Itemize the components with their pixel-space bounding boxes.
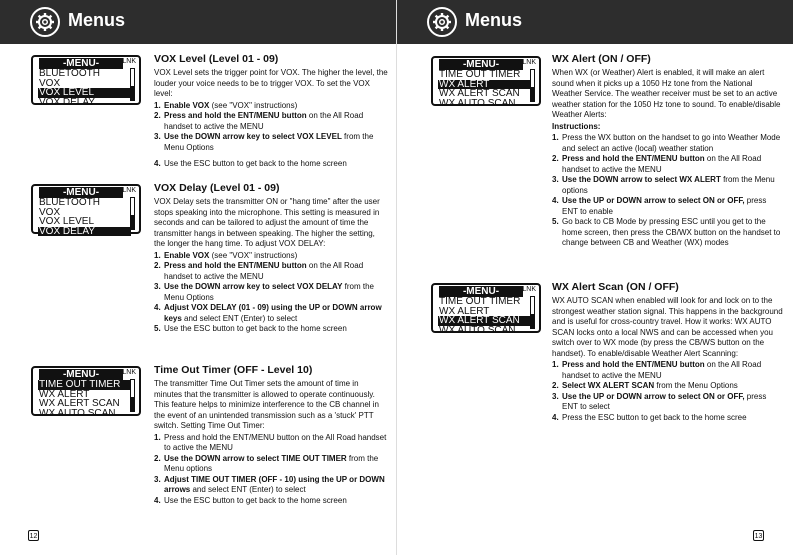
menu-item: WX AUTO SCAN — [439, 324, 516, 336]
section-body: VOX Level sets the trigger point for VOX. The higher the level, the louder your voice needs to be to trigger VOX. To set the VOX level: — [154, 68, 388, 98]
menu-display — [31, 55, 141, 108]
menu-display-title: -MENU- — [39, 58, 123, 69]
vox-level-section — [154, 53, 388, 170]
step: 2. Select WX ALERT SCAN from the Menu Options — [552, 381, 738, 390]
step: 1. Press and hold the ENT/MENU button on the All Road handset to active the MENU — [154, 432, 387, 452]
scroll-thumb — [531, 87, 534, 101]
lnk-label: LNK — [122, 58, 136, 65]
step: 3. Use the DOWN arrow to select WX ALERT from the Menu options — [552, 175, 775, 195]
wx-alert-scan-section — [552, 281, 784, 423]
lnk-label: LNK — [522, 59, 536, 66]
steps-list — [552, 360, 784, 423]
section-heading: WX Alert Scan (ON / OFF) — [552, 281, 679, 293]
menu-display — [431, 56, 541, 109]
instructions-label: Instructions: — [552, 121, 601, 131]
menu-item-selected: VOX LEVEL — [38, 88, 131, 98]
menu-item: WX AUTO SCAN — [39, 407, 116, 419]
section-body: VOX Delay sets the transmitter ON or "hang time" after the user stops speaking into the microphone. This setting is measured in seconds and can be tailored to adjust the amount of time the transmitter hangs in between speaking. The higher the setting, the longer the hang time. To adjust VOX DELAY: — [154, 197, 380, 248]
menu-item-selected: WX ALERT — [438, 80, 531, 90]
scrollbar — [130, 68, 135, 101]
section-heading: VOX Level (Level 01 - 09) — [154, 53, 279, 65]
right-header — [397, 0, 793, 44]
step: 3. Use the UP or DOWN arrow to select ON or OFF, press ENT to select — [552, 391, 767, 411]
menu-item: TIME OUT TIMER — [439, 69, 521, 80]
step: 2. Press and hold the ENT/MENU button on the All Road handset to active the MENU — [552, 154, 762, 174]
step: 4. Press the ESC button to get back to the home scree — [552, 412, 747, 422]
step: 5. Go back to CB Mode by pressing ESC until you get to the home screen, then press the CB/WX button on the handset to change between CB and Weather (WX) modes — [552, 217, 781, 247]
section-body: WX AUTO SCAN when enabled will look for and lock on to the strongest weather station signal. This happens in the background and is useful for cross-country travel. How it works: WX AUTO SCAN locks onto a local NWS and can be accessed when you switch over to WX mode (by press the CB/WS button on the handset). To enable/disable Weather Alert Scanning: — [552, 296, 783, 358]
left-header — [0, 0, 396, 44]
menu-item-selected: TIME OUT TIMER — [38, 380, 131, 390]
steps-list — [154, 101, 388, 170]
page-number: 13 — [753, 530, 764, 541]
step: 2. Use the DOWN arrow to select TIME OUT TIMER from the Menu options — [154, 453, 379, 473]
wx-alert-section — [552, 53, 784, 249]
menu-item-selected: VOX DELAY — [38, 227, 131, 237]
menu-item: WX ALERT — [39, 388, 90, 400]
scroll-thumb — [131, 86, 134, 100]
step: 4. Use the UP or DOWN arrow to select ON or OFF, press ENT to enable — [552, 196, 767, 216]
gear-icon — [30, 7, 60, 37]
step: 1. Press the WX button on the handset to go into Weather Mode and select an active (local) weather station — [552, 133, 781, 153]
page-title: Menus — [68, 10, 126, 30]
vox-delay-section — [154, 182, 388, 335]
time-out-timer-section — [154, 364, 388, 506]
step: 2. Press and hold the ENT/MENU button on the All Road handset to active the MENU — [154, 261, 364, 281]
menu-item: WX AUTO SCAN — [439, 97, 516, 109]
scrollbar — [130, 379, 135, 412]
steps-list — [154, 433, 388, 507]
scroll-thumb — [131, 397, 134, 411]
menu-display-title: -MENU- — [439, 59, 523, 70]
right-page — [397, 0, 793, 555]
page-number: 12 — [28, 530, 39, 541]
section-body: When WX (or Weather) Alert is enabled, it will make an alert sound when it picks up a 1050 Hz tone from the National Weather Service. The weather receiver must be set to an active weather station for the 1050 Hz tone to sound. To enable/disable Weather Alerts: — [552, 68, 781, 119]
scrollbar — [530, 296, 535, 329]
menu-display — [431, 283, 541, 336]
lnk-label: LNK — [122, 369, 136, 376]
menu-display-title: -MENU- — [39, 369, 123, 380]
steps-list — [552, 133, 784, 249]
section-heading: VOX Delay (Level 01 - 09) — [154, 182, 280, 194]
menu-item: WX ALERT SCAN — [439, 88, 520, 99]
left-page — [0, 0, 396, 555]
menu-item: WX ALERT — [439, 305, 490, 317]
section-heading: Time Out Timer (OFF - Level 10) — [154, 364, 313, 376]
step: 3. Use the DOWN arrow key to select VOX LEVEL from the Menu Options — [154, 132, 374, 152]
step: 1. Enable VOX (see "VOX" instructions) — [154, 250, 298, 260]
menu-item: VOX — [39, 206, 61, 218]
section-body: The transmitter Time Out Timer sets the amount of time in minutes that the transmitter is allowed to operate continuously. This feature helps to minimize interference to the CB channel in the event of an unintended transmission such as a 'stuck' PTT switch. Setting Time Out Timer: — [154, 379, 380, 430]
menu-display — [31, 366, 141, 419]
menu-display-title: -MENU- — [439, 286, 523, 297]
section-heading: WX Alert (ON / OFF) — [552, 53, 651, 65]
step: 3. Adjust TIME OUT TIMER (OFF - 10) using the UP or DOWN arrows and select ENT (Enter) to select — [154, 474, 385, 494]
menu-item: BLUETOOTH — [39, 197, 100, 208]
step: 4. Adjust VOX DELAY (01 - 09) using the UP or DOWN arrow keys and select ENT (Enter) to select — [154, 303, 382, 323]
scrollbar — [530, 69, 535, 102]
menu-item: WX ALERT SCAN — [39, 398, 120, 409]
scrollbar — [130, 197, 135, 230]
menu-item: VOX DELAY — [39, 96, 95, 108]
menu-item: TIME OUT TIMER — [439, 296, 521, 307]
menu-item: VOX LEVEL — [39, 216, 95, 227]
page-title: Menus — [465, 10, 523, 30]
menu-item-selected: WX ALERT SCAN — [438, 316, 531, 326]
menu-item: VOX — [39, 77, 61, 89]
menu-display — [31, 184, 141, 237]
gear-icon — [427, 7, 457, 37]
lnk-label: LNK — [122, 187, 136, 194]
scroll-thumb — [131, 215, 134, 229]
steps-list — [154, 251, 388, 335]
step: 4. Use the ESC button to get back to the home screen — [154, 159, 347, 168]
step: 4. Use the ESC button to get back to the home screen — [154, 495, 347, 505]
scroll-thumb — [531, 314, 534, 328]
step: 1. Press and hold the ENT/MENU button on the All Road handset to active the MENU — [552, 360, 762, 380]
step: 1. Enable VOX (see "VOX" instructions) — [154, 100, 298, 110]
step: 5. Use the ESC button to get back to the home screen — [154, 324, 347, 333]
step: 3. Use the DOWN arrow key to select VOX DELAY from the Menu Options — [154, 282, 375, 302]
step: 2. Press and hold the ENT/MENU button on the All Road handset to active the MENU — [154, 111, 364, 131]
menu-item: BLUETOOTH — [39, 68, 100, 79]
menu-display-title: -MENU- — [39, 187, 123, 198]
lnk-label: LNK — [522, 286, 536, 293]
